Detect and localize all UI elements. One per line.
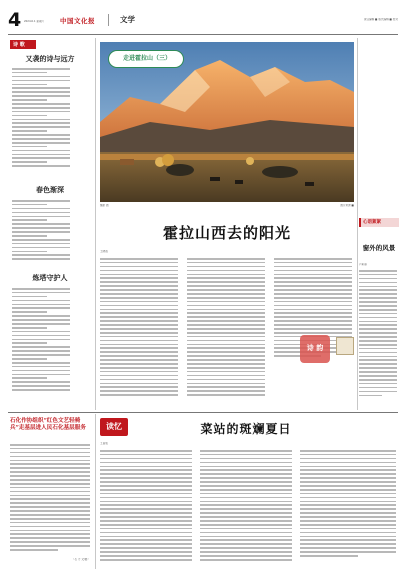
essay-byline: 卢彩丽 xyxy=(359,263,367,266)
series-label: 走进霍拉山（三） xyxy=(122,55,171,62)
bottom-article-column xyxy=(300,450,396,559)
qr-code-icon xyxy=(336,337,354,355)
bottom-article-column xyxy=(200,450,292,563)
news-brief-source: （石 力 文/图） xyxy=(71,558,90,561)
page-date: 2024.6.1 星期六 xyxy=(24,20,45,23)
header-divider xyxy=(108,14,109,26)
poem-text-block xyxy=(12,200,70,262)
left-column xyxy=(10,40,90,410)
column-logo: 读忆 xyxy=(106,421,122,431)
news-brief xyxy=(10,418,92,568)
essay-kicker: 心语絮絮 xyxy=(363,220,381,225)
bottom-headline: 菜站的斑斓夏日 xyxy=(200,422,292,436)
editor-info: 责任编辑 ■ 版式编辑 ■ 校对 xyxy=(363,18,398,21)
news-brief-headline: 石化作协组织“红色文艺轻骑兵”走基层进人民石化基层服务 xyxy=(10,418,86,431)
seal-text: 诗 韵 xyxy=(306,343,324,352)
news-brief-text xyxy=(10,444,90,553)
paper-name: 中国文化报 xyxy=(60,17,95,25)
landscape-photo xyxy=(100,42,354,202)
poetry-kicker: 诗 歌 xyxy=(13,42,25,48)
main-headline: 霍拉山西去的阳光 xyxy=(162,224,291,242)
article-byline: 王晓燕 xyxy=(100,250,108,253)
photo-caption: 摄影 图 xyxy=(100,204,109,207)
photo-credit: 图片来源 ■ xyxy=(340,204,354,207)
column-divider xyxy=(95,38,96,410)
header-rule xyxy=(8,34,398,35)
bottom-article-column xyxy=(100,450,192,563)
poem-title: 春色渐深 xyxy=(36,185,64,194)
right-column xyxy=(359,218,399,408)
poem-text-block xyxy=(12,68,70,169)
column-divider xyxy=(95,414,96,569)
essay-title: 窗外的风景 xyxy=(362,244,396,252)
bottom-section-rule xyxy=(8,412,398,413)
section-title: 文学 xyxy=(120,15,135,24)
article-column xyxy=(100,258,178,398)
poem-text-block xyxy=(12,288,70,393)
essay-text xyxy=(359,270,397,398)
column-divider xyxy=(357,38,358,410)
bottom-byline: 王昌成 xyxy=(100,442,108,445)
bottom-article xyxy=(100,418,398,568)
article-column xyxy=(187,258,265,398)
poem-title: 又袭的诗与远方 xyxy=(25,54,75,63)
masthead xyxy=(8,10,398,32)
page-number: 4 xyxy=(8,9,22,31)
poem-title: 炼塔守护人 xyxy=(32,273,68,282)
